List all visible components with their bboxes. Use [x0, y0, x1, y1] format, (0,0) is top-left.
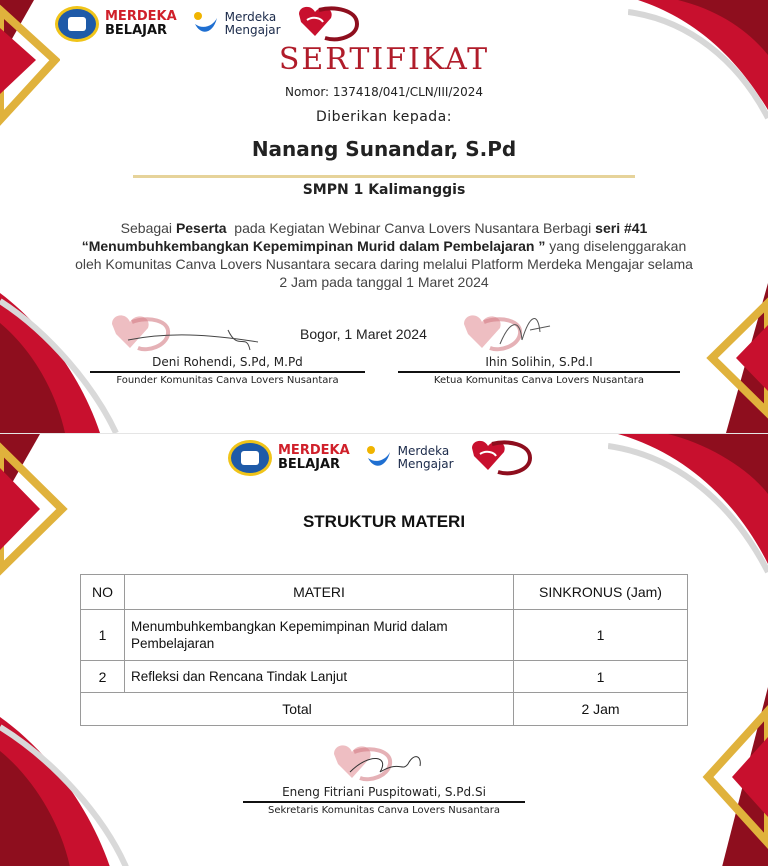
recipient-school: SMPN 1 Kalimanggis	[302, 182, 466, 198]
signature-line	[398, 371, 680, 373]
number-label: Nomor:	[284, 85, 333, 99]
cell-no: 1	[81, 610, 125, 661]
desc-role: Peserta	[175, 220, 227, 236]
decor-bottom-right	[702, 687, 768, 866]
desc-part-1: Sebagai	[120, 220, 176, 236]
given-to-label: Diberikan kepada:	[316, 109, 452, 125]
cell-no: 2	[81, 661, 125, 693]
merdeka-mengajar-logo	[364, 444, 454, 472]
signature-block-right	[398, 355, 680, 386]
canva-lovers-logo	[295, 4, 361, 44]
logo-text-merdeka: MERDEKA	[105, 9, 177, 24]
total-label: Total	[81, 693, 514, 726]
place-and-date: Bogor, 1 Maret 2024	[300, 326, 427, 342]
certificate-description	[70, 219, 698, 291]
signature-line	[90, 371, 365, 373]
tut-wuri-handayani-icon	[55, 6, 99, 42]
merdeka-mengajar-icon	[191, 10, 219, 38]
merdeka-belajar-logo	[228, 440, 350, 476]
desc-part-3: yang diselenggarakan oleh Komunitas Canva Lovers Nusantara secara daring melalui Platform Merdeka Mengajar selama 2 Jam pada tanggal 1 Maret 2024	[75, 238, 693, 290]
decor-top-right	[608, 434, 768, 574]
header-logos	[55, 4, 361, 44]
merdeka-belajar-logo	[55, 6, 177, 42]
cell-materi: Menumbuhkembangkan Kepemimpinan Murid dalam Pembelajaran	[125, 610, 514, 661]
desc-part-2: pada Kegiatan Webinar Canva Lovers Nusantara Berbagi	[226, 220, 596, 236]
cell-materi: Refleksi dan Rencana Tindak Lanjut	[125, 661, 514, 693]
header-materi: MATERI	[125, 575, 514, 610]
table-header-row	[81, 575, 688, 610]
decor-bottom-left	[0, 717, 130, 866]
logo-text-belajar: BELAJAR	[105, 23, 168, 38]
desc-series: seri #41	[595, 220, 648, 236]
signature-stamp-left	[108, 312, 268, 360]
signature-block-secretary	[243, 785, 525, 816]
recipient-name: Nanang Sunandar, S.Pd	[251, 137, 517, 161]
signature-line	[243, 801, 525, 803]
tut-wuri-handayani-icon	[228, 440, 272, 476]
decor-bottom-right	[706, 283, 768, 433]
header-no: NO	[81, 575, 125, 610]
merdeka-mengajar-icon	[364, 444, 392, 472]
signer-title: Sekretaris Komunitas Canva Lovers Nusantara	[267, 805, 500, 816]
decor-top-left	[0, 434, 70, 584]
table-row	[81, 661, 688, 693]
logo-text-belajar: BELAJAR	[278, 457, 341, 472]
signer-name: Eneng Fitriani Puspitowati, S.Pd.Si	[282, 785, 486, 799]
signer-name: Deni Rohendi, S.Pd, M.Pd	[152, 355, 303, 369]
merdeka-mengajar-logo	[191, 10, 281, 38]
table-row	[81, 610, 688, 661]
signature-stamp-bottom	[330, 742, 440, 790]
logo-text-merdeka: MERDEKA	[278, 443, 350, 458]
header-logos	[228, 438, 534, 478]
signature-block-left	[90, 355, 365, 386]
certificate-number	[0, 85, 768, 99]
material-table	[80, 574, 688, 726]
number-value: 137418/041/CLN/III/2024	[332, 85, 484, 99]
canva-lovers-logo	[468, 438, 534, 478]
signer-title: Ketua Komunitas Canva Lovers Nusantara	[433, 375, 645, 386]
cell-jam: 1	[514, 610, 688, 661]
header-sinkronus: SINKRONUS (Jam)	[514, 575, 688, 610]
logo-text-merdeka-mengajar-2: Mengajar	[224, 23, 281, 37]
cell-jam: 1	[514, 661, 688, 693]
certificate-title: SERTIFIKAT	[278, 42, 490, 77]
logo-text-merdeka-mengajar-2: Mengajar	[397, 457, 454, 471]
signer-title: Founder Komunitas Canva Lovers Nusantara	[116, 375, 339, 386]
logo-text-merdeka-mengajar-1: Merdeka	[224, 10, 277, 24]
name-underline	[133, 175, 635, 178]
table-total-row	[81, 693, 688, 726]
logo-text-merdeka-mengajar-1: Merdeka	[397, 444, 450, 458]
desc-topic: “Menumbuhkembangkan Kepemimpinan Murid dalam Pembelajaran ”	[81, 238, 546, 254]
section-heading: STRUKTUR MATERI	[302, 512, 466, 531]
total-value: 2 Jam	[514, 693, 688, 726]
signer-name: Ihin Solihin, S.Pd.I	[485, 355, 593, 369]
